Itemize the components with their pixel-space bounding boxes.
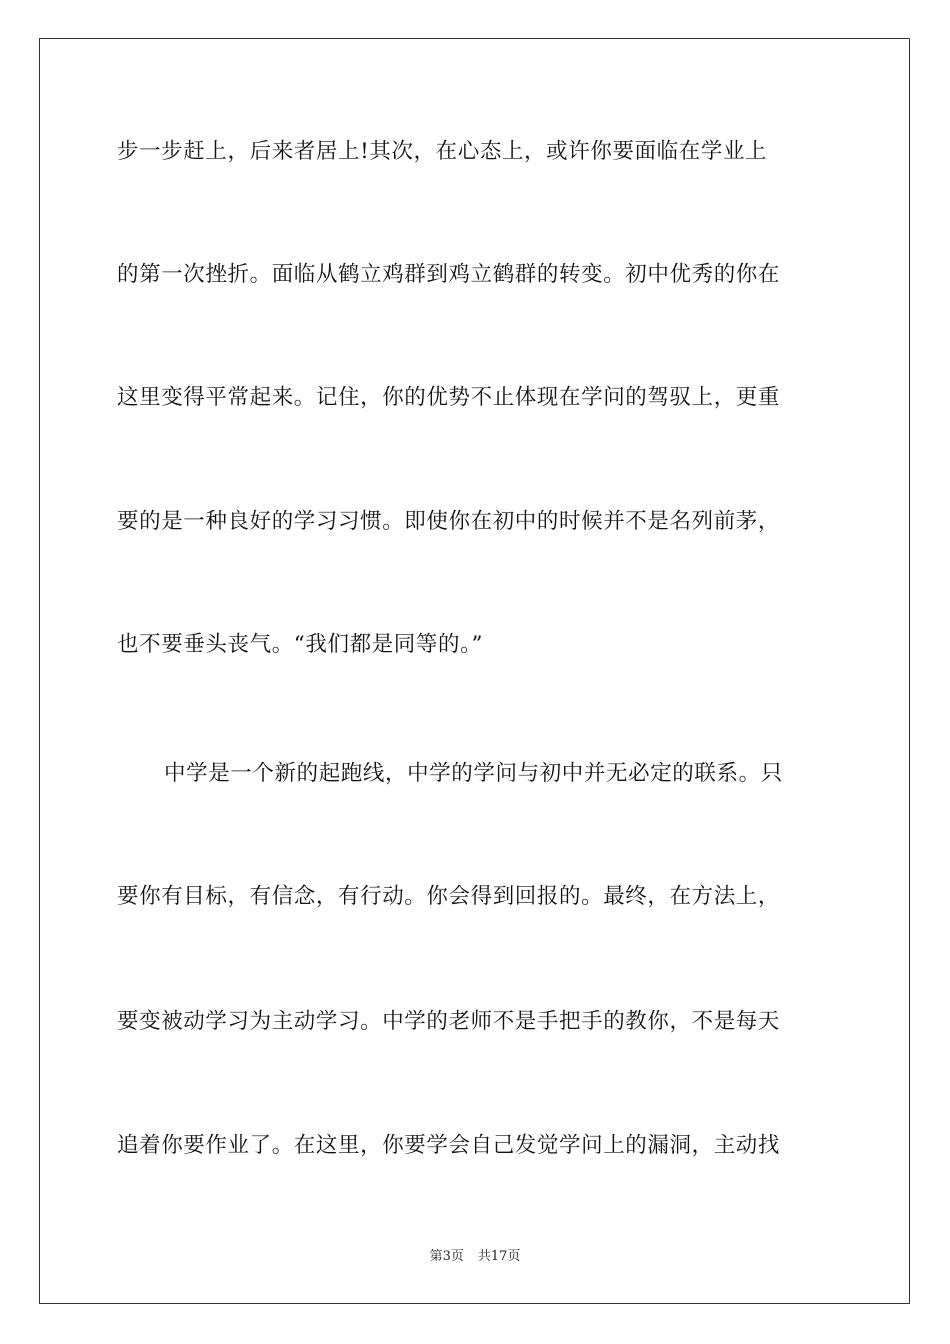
page-footer — [0, 1248, 950, 1266]
text-line: 也不要垂头丧气。“我们都是同等的。” — [117, 632, 484, 657]
text-line: 这里变得平常起来。记住，你的优势不止体现在学问的驾驭上，更重 — [117, 385, 781, 410]
page-frame — [39, 38, 910, 1304]
page-number: 第3页 — [429, 1249, 464, 1264]
text-line: 的第一次挫折。面临从鹤立鸡群到鸡立鹤群的转变。初中优秀的你在 — [117, 262, 781, 287]
text-line: 要的是一种良好的学习习惯。即使你在初中的时候并不是名列前茅， — [117, 509, 781, 534]
text-line: 步一步赶上，后来者居上!其次，在心态上，或许你要面临在学业上 — [117, 139, 768, 164]
paragraph-first-line: 中学是一个新的起跑线，中学的学问与初中并无必定的联系。只 — [164, 761, 783, 786]
text-line: 要变被动学习为主动学习。中学的老师不是手把手的教你，不是每天 — [117, 1009, 781, 1034]
page-total: 共17页 — [477, 1249, 521, 1264]
text-line: 要你有目标，有信念，有行动。你会得到回报的。最终，在方法上， — [117, 884, 781, 909]
text-line: 追着你要作业了。在这里，你要学会自己发觉学问上的漏洞，主动找 — [117, 1133, 781, 1158]
